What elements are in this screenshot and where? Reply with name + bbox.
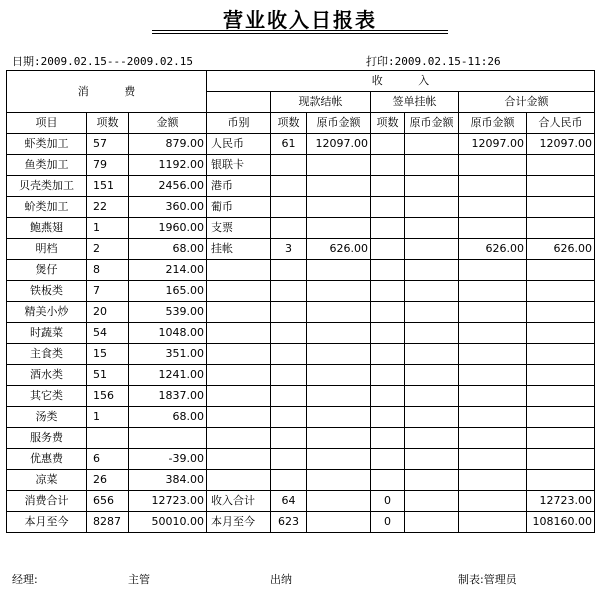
cell-item: 汤类 <box>7 407 87 428</box>
sign-credit-header: 签单挂帐 <box>371 92 459 113</box>
col-sign-count: 项数 <box>371 113 405 134</box>
table-row <box>7 134 595 155</box>
cell-amount: 1960.00 <box>129 218 207 239</box>
cell-sign-orig <box>405 428 459 449</box>
cell-count: 8 <box>87 260 129 281</box>
cell-cash-count <box>271 155 307 176</box>
cell-sign-orig <box>405 155 459 176</box>
summary-row <box>7 512 595 533</box>
cell-cash-orig <box>307 470 371 491</box>
table-row <box>7 281 595 302</box>
table-row <box>7 239 595 260</box>
cell-amount: 384.00 <box>129 470 207 491</box>
cell-item: 本月至今 <box>7 512 87 533</box>
cell-item: 鲍燕翅 <box>7 218 87 239</box>
cell-amount: 1192.00 <box>129 155 207 176</box>
cell-total-orig: 626.00 <box>459 239 527 260</box>
cell-total-rmb: 108160.00 <box>527 512 595 533</box>
cell-total-rmb <box>527 470 595 491</box>
cell-amount: 539.00 <box>129 302 207 323</box>
cell-total-orig <box>459 302 527 323</box>
cell-amount: 68.00 <box>129 239 207 260</box>
col-count: 项数 <box>87 113 129 134</box>
cell-sign-count <box>371 302 405 323</box>
cell-sign-count <box>371 260 405 281</box>
cell-total-orig <box>459 470 527 491</box>
cell-currency: 银联卡 <box>207 155 271 176</box>
cell-sign-orig <box>405 281 459 302</box>
total-amount-header: 合计金额 <box>459 92 595 113</box>
cell-cash-count: 3 <box>271 239 307 260</box>
cell-sign-orig <box>405 491 459 512</box>
table-row <box>7 302 595 323</box>
cell-currency <box>207 302 271 323</box>
cell-total-orig <box>459 197 527 218</box>
cell-amount: 68.00 <box>129 407 207 428</box>
cell-count: 6 <box>87 449 129 470</box>
cell-count: 22 <box>87 197 129 218</box>
cell-amount: 12723.00 <box>129 491 207 512</box>
cell-cash-orig <box>307 428 371 449</box>
cell-sign-orig <box>405 449 459 470</box>
cell-cash-count <box>271 281 307 302</box>
cell-sign-count <box>371 281 405 302</box>
cell-cash-count <box>271 218 307 239</box>
cell-total-orig <box>459 449 527 470</box>
cell-amount: 165.00 <box>129 281 207 302</box>
cell-item: 精美小炒 <box>7 302 87 323</box>
summary-row <box>7 491 595 512</box>
table-row <box>7 323 595 344</box>
cell-count: 7 <box>87 281 129 302</box>
cell-cash-count <box>271 428 307 449</box>
cell-total-rmb <box>527 176 595 197</box>
cell-total-orig <box>459 428 527 449</box>
cell-item: 优惠费 <box>7 449 87 470</box>
cell-item: 时蔬菜 <box>7 323 87 344</box>
cell-currency <box>207 323 271 344</box>
col-item: 项目 <box>7 113 87 134</box>
col-total-rmb: 合人民币 <box>527 113 595 134</box>
cell-item: 鱼类加工 <box>7 155 87 176</box>
cell-currency <box>207 449 271 470</box>
cell-total-orig <box>459 323 527 344</box>
cell-currency <box>207 281 271 302</box>
cell-currency <box>207 428 271 449</box>
cell-total-rmb: 626.00 <box>527 239 595 260</box>
report-table <box>6 70 595 533</box>
cell-item: 蚧类加工 <box>7 197 87 218</box>
cell-currency <box>207 344 271 365</box>
cell-sign-count <box>371 428 405 449</box>
cell-sign-count <box>371 365 405 386</box>
cell-cash-orig <box>307 281 371 302</box>
cell-total-rmb <box>527 449 595 470</box>
cell-cash-count <box>271 176 307 197</box>
cell-sign-count <box>371 344 405 365</box>
table-row <box>7 260 595 281</box>
cell-currency: 挂帐 <box>207 239 271 260</box>
cell-total-orig: 12097.00 <box>459 134 527 155</box>
cell-currency: 港币 <box>207 176 271 197</box>
cell-total-rmb <box>527 155 595 176</box>
cell-count: 57 <box>87 134 129 155</box>
cell-currency <box>207 386 271 407</box>
cell-cash-orig <box>307 344 371 365</box>
cell-cash-orig <box>307 407 371 428</box>
cell-sign-count <box>371 155 405 176</box>
cell-amount: 351.00 <box>129 344 207 365</box>
cell-count: 54 <box>87 323 129 344</box>
cell-cash-count <box>271 302 307 323</box>
table-row <box>7 449 595 470</box>
cell-cash-orig <box>307 197 371 218</box>
cell-sign-count <box>371 386 405 407</box>
cell-count: 26 <box>87 470 129 491</box>
cell-sign-orig <box>405 323 459 344</box>
cell-currency: 葡币 <box>207 197 271 218</box>
cell-sign-count: 0 <box>371 491 405 512</box>
cell-total-orig <box>459 218 527 239</box>
table-row <box>7 218 595 239</box>
cell-total-orig <box>459 407 527 428</box>
cell-total-rmb <box>527 281 595 302</box>
cell-cash-count: 623 <box>271 512 307 533</box>
cell-cash-orig: 626.00 <box>307 239 371 260</box>
cell-total-orig <box>459 176 527 197</box>
table-row <box>7 197 595 218</box>
consumption-header: 消 费 <box>7 71 207 113</box>
cell-item: 酒水类 <box>7 365 87 386</box>
print-time: 打印:2009.02.15-11:26 <box>366 55 501 68</box>
table-row <box>7 428 595 449</box>
cell-item: 明档 <box>7 239 87 260</box>
cell-currency <box>207 260 271 281</box>
cell-currency: 支票 <box>207 218 271 239</box>
cell-item: 贝壳类加工 <box>7 176 87 197</box>
cell-cash-count <box>271 407 307 428</box>
cell-total-rmb <box>527 407 595 428</box>
footer-cashier: 出纳 <box>270 573 292 586</box>
footer-maker: 制表:管理员 <box>458 573 517 586</box>
cell-total-orig <box>459 281 527 302</box>
cell-amount: 879.00 <box>129 134 207 155</box>
cell-cash-orig <box>307 302 371 323</box>
cell-total-rmb <box>527 218 595 239</box>
cell-sign-count <box>371 470 405 491</box>
cell-amount: 1241.00 <box>129 365 207 386</box>
cell-total-orig <box>459 491 527 512</box>
cell-cash-count: 61 <box>271 134 307 155</box>
cell-cash-orig: 12097.00 <box>307 134 371 155</box>
cell-cash-orig <box>307 491 371 512</box>
cell-cash-count <box>271 344 307 365</box>
cell-total-rmb <box>527 344 595 365</box>
cell-currency: 本月至今 <box>207 512 271 533</box>
cash-settle-header: 现款结帐 <box>271 92 371 113</box>
cell-item: 消费合计 <box>7 491 87 512</box>
cell-sign-orig <box>405 365 459 386</box>
table-row <box>7 155 595 176</box>
cell-total-rmb: 12723.00 <box>527 491 595 512</box>
cell-currency <box>207 470 271 491</box>
col-sign-orig: 原币金额 <box>405 113 459 134</box>
cell-currency <box>207 407 271 428</box>
cell-count: 2 <box>87 239 129 260</box>
title-underline <box>152 30 448 31</box>
cell-count: 1 <box>87 407 129 428</box>
cell-sign-count <box>371 218 405 239</box>
cell-total-rmb <box>527 260 595 281</box>
cell-sign-count <box>371 323 405 344</box>
cell-sign-orig <box>405 260 459 281</box>
cell-total-rmb <box>527 365 595 386</box>
cell-cash-orig <box>307 512 371 533</box>
table-row <box>7 386 595 407</box>
cell-amount: 2456.00 <box>129 176 207 197</box>
cell-cash-count <box>271 260 307 281</box>
cell-cash-count <box>271 386 307 407</box>
cell-total-orig <box>459 365 527 386</box>
report-date: 日期:2009.02.15---2009.02.15 <box>12 55 193 68</box>
cell-item: 主食类 <box>7 344 87 365</box>
cell-cash-count <box>271 197 307 218</box>
cell-sign-count <box>371 197 405 218</box>
footer-manager: 经理: <box>12 573 38 586</box>
cell-count <box>87 428 129 449</box>
cell-total-rmb <box>527 197 595 218</box>
cell-amount: 1048.00 <box>129 323 207 344</box>
cell-cash-count <box>271 470 307 491</box>
cell-cash-count <box>271 449 307 470</box>
cell-item: 凉菜 <box>7 470 87 491</box>
cell-sign-orig <box>405 176 459 197</box>
cell-sign-orig <box>405 197 459 218</box>
cell-sign-count <box>371 239 405 260</box>
footer-supervisor: 主管 <box>128 573 150 586</box>
cell-total-rmb <box>527 428 595 449</box>
col-amount: 金额 <box>129 113 207 134</box>
cell-sign-count <box>371 449 405 470</box>
cell-sign-orig <box>405 302 459 323</box>
cell-sign-orig <box>405 218 459 239</box>
cell-sign-count <box>371 134 405 155</box>
cell-amount: 50010.00 <box>129 512 207 533</box>
cell-currency: 收入合计 <box>207 491 271 512</box>
cell-item: 虾类加工 <box>7 134 87 155</box>
cell-count: 156 <box>87 386 129 407</box>
table-row <box>7 470 595 491</box>
cell-cash-count: 64 <box>271 491 307 512</box>
cell-total-rmb <box>527 302 595 323</box>
title-underline-2 <box>152 33 448 34</box>
cell-amount <box>129 428 207 449</box>
cell-amount: 214.00 <box>129 260 207 281</box>
cell-total-orig <box>459 155 527 176</box>
cell-count: 15 <box>87 344 129 365</box>
cell-sign-orig <box>405 512 459 533</box>
cell-item: 铁板类 <box>7 281 87 302</box>
table-row <box>7 407 595 428</box>
report-title: 营业收入日报表 <box>223 8 377 32</box>
cell-amount: -39.00 <box>129 449 207 470</box>
cell-cash-orig <box>307 386 371 407</box>
cell-count: 20 <box>87 302 129 323</box>
cell-cash-orig <box>307 218 371 239</box>
cell-sign-orig <box>405 134 459 155</box>
cell-count: 1 <box>87 218 129 239</box>
cell-sign-orig <box>405 386 459 407</box>
cell-total-orig <box>459 512 527 533</box>
cell-cash-orig <box>307 155 371 176</box>
cell-total-rmb <box>527 323 595 344</box>
table-row <box>7 365 595 386</box>
cell-item: 服务费 <box>7 428 87 449</box>
table-row <box>7 176 595 197</box>
cell-count: 656 <box>87 491 129 512</box>
cell-total-orig <box>459 344 527 365</box>
cell-count: 151 <box>87 176 129 197</box>
cell-sign-count <box>371 176 405 197</box>
cell-count: 79 <box>87 155 129 176</box>
cell-amount: 1837.00 <box>129 386 207 407</box>
col-cash-count: 项数 <box>271 113 307 134</box>
cell-currency: 人民币 <box>207 134 271 155</box>
cell-total-rmb: 12097.00 <box>527 134 595 155</box>
currency-group-header <box>207 92 271 113</box>
col-cash-orig: 原币金额 <box>307 113 371 134</box>
cell-count: 8287 <box>87 512 129 533</box>
cell-cash-orig <box>307 323 371 344</box>
income-header: 收 入 <box>207 71 595 92</box>
cell-total-orig <box>459 260 527 281</box>
cell-currency <box>207 365 271 386</box>
cell-sign-orig <box>405 239 459 260</box>
cell-cash-count <box>271 323 307 344</box>
cell-sign-orig <box>405 344 459 365</box>
cell-cash-orig <box>307 449 371 470</box>
cell-sign-count <box>371 407 405 428</box>
cell-sign-orig <box>405 407 459 428</box>
cell-cash-orig <box>307 176 371 197</box>
cell-count: 51 <box>87 365 129 386</box>
cell-total-rmb <box>527 386 595 407</box>
cell-cash-orig <box>307 365 371 386</box>
cell-cash-count <box>271 365 307 386</box>
cell-sign-orig <box>405 470 459 491</box>
cell-total-orig <box>459 386 527 407</box>
table-row <box>7 344 595 365</box>
cell-sign-count: 0 <box>371 512 405 533</box>
col-currency: 币别 <box>207 113 271 134</box>
col-total-orig: 原币金额 <box>459 113 527 134</box>
cell-item: 煲仔 <box>7 260 87 281</box>
cell-cash-orig <box>307 260 371 281</box>
cell-amount: 360.00 <box>129 197 207 218</box>
cell-item: 其它类 <box>7 386 87 407</box>
